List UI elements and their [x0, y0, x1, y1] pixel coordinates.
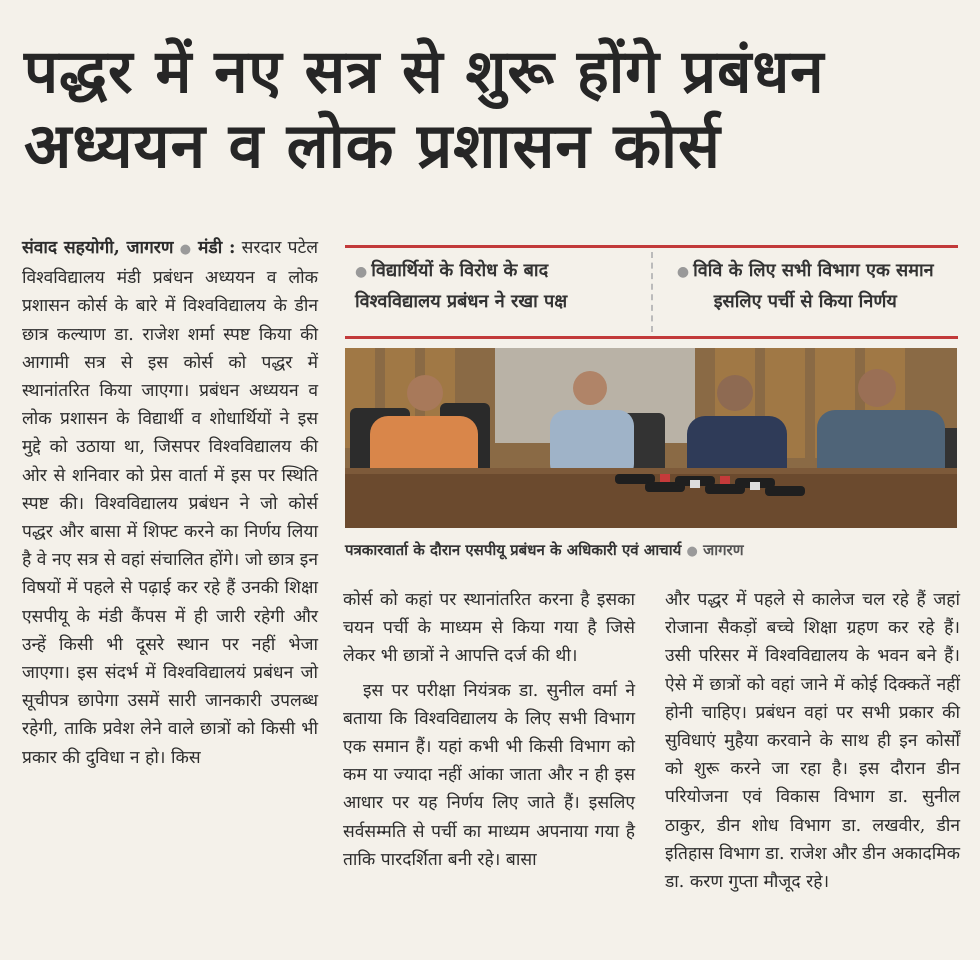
highlight-right-line-1: विवि के लिए सभी विभाग एक समान [693, 260, 934, 281]
highlight-left-line-2: विश्वविद्यालय प्रबंधन ने रखा पक्ष [355, 291, 568, 312]
highlight-box [345, 252, 958, 332]
caption-source: जागरण [703, 541, 744, 559]
paragraph: इस पर परीक्षा नियंत्रक डा. सुनील वर्मा ने बताया कि विश्वविद्यालय के लिए सभी विभाग एक समान हैं। यहां कभी भी किसी विभाग को कम या ज्यादा नहीं आंका जाता और न ही इस आधार पर यह निर्णय लिए जाते हैं। इसलिए सर्वसम्मति से पर्ची का माध्यम अपनाया गया है ताकि पारदर्शिता बनी रहे। बासा [343, 680, 635, 870]
bullet-icon: ● [355, 264, 368, 280]
highlight-rule-top [345, 245, 958, 248]
highlight-left [345, 252, 653, 332]
headline-line-2: अध्ययन व लोक प्रशासन कोर्स [24, 108, 721, 182]
photo-caption [345, 540, 957, 560]
bullet-icon: ● [676, 264, 690, 280]
highlight-left-line-1: विद्यार्थियों के विरोध के बाद [371, 260, 549, 281]
paragraph: कोर्स को कहां पर स्थानांतरित करना है इसका चयन पर्ची के माध्यम से किया गया है जिसे लेकर भी छात्रों ने आपत्ति दर्ज की थी। [343, 590, 635, 667]
highlight-rule-bottom [345, 336, 958, 339]
bullet-icon: ● [179, 242, 192, 257]
highlight-right-line-2: इसलिए पर्ची से किया निर्णय [713, 291, 897, 312]
bullet-icon: ● [686, 544, 698, 559]
press-conference-photo-illustration [345, 348, 957, 528]
headline-line-1: पद्धर में नए सत्र से शुरू होंगे प्रबंधन [24, 37, 825, 108]
caption-text: पत्रकारवार्ता के दौरान एसपीयू प्रबंधन के अधिकारी एवं आचार्य [345, 541, 682, 559]
highlight-right [653, 252, 959, 332]
headline [24, 39, 964, 180]
press-conference-photo [345, 348, 957, 528]
article-column-left [22, 234, 318, 772]
article-column-right [665, 586, 960, 896]
paragraph: सरदार पटेल विश्वविद्यालय मंडी प्रबंधन अध्ययन व लोक प्रशासन कोर्स के बारे में विश्वविद्यालय के डीन छात्र कल्याण डा. राजेश शर्मा स्पष्ट किया की आगामी सत्र से इस कोर्स को पद्धर में स्थानांतरित किया जाएगा। प्रबंधन अध्ययन व लोक प्रशासन के विद्यार्थी व शोधार्थियों ने इस मुद्दे को उठाया था, जिसपर विश्वविद्यालय की ओर से शनिवार को प्रेस वार्ता में इस पर स्थिति स्पष्ट की। विश्वविद्यालय प्रबंधन ने जो कोर्स पद्धर और बासा में शिफ्ट करने का निर्णय लिया है वे नए सत्र से वहां संचालित होंगे। जो छात्र इन विषयों में पहले से पढ़ाई कर रहे हैं उनकी शिक्षा एसपीयू के मंडी कैंपस में ही जारी रहेगी और उन्हें किसी भी दूसरे स्थान पर नहीं भेजा जाएगा। इस संदर्भ में विश्वविद्यालयं प्रबंधन जो सूचीपत्र छापेगा उसमें सारी जानकारी उपलब्ध रहेगी, ताकि प्रवेश लेने वाले छात्रों को किसी भी प्रकार की दुविधा न हो। किस [22, 238, 319, 768]
byline: संवाद सहयोगी, जागरण [22, 238, 174, 258]
paragraph: और पद्धर में पहले से कालेज चल रहे हैं जहां रोजाना सैकड़ों बच्चे शिक्षा ग्रहण कर रहे हैं। उसी परिसर में विश्वविद्यालय के भवन बने हैं। ऐसे में छात्रों को वहां जाने में कोई दिक्कतें नहीं होनी चाहिए। प्रबंधन वहां पर सभी प्रकार की सुविधाएं मुहैया करवाने के साथ ही इन कोर्सों को शुरू करने जा रहा है। इस दौरान डीन परियोजना एवं विकास विभाग डा. सुनील ठाकुर, डीन शोध विभाग डा. लखवीर, डीन इतिहास विभाग डा. राजेश और डीन अकादमिक डा. करण गुप्ता मौजूद रहे। [665, 590, 961, 893]
article-column-middle [343, 586, 635, 874]
dateline: मंडी : [198, 238, 236, 258]
